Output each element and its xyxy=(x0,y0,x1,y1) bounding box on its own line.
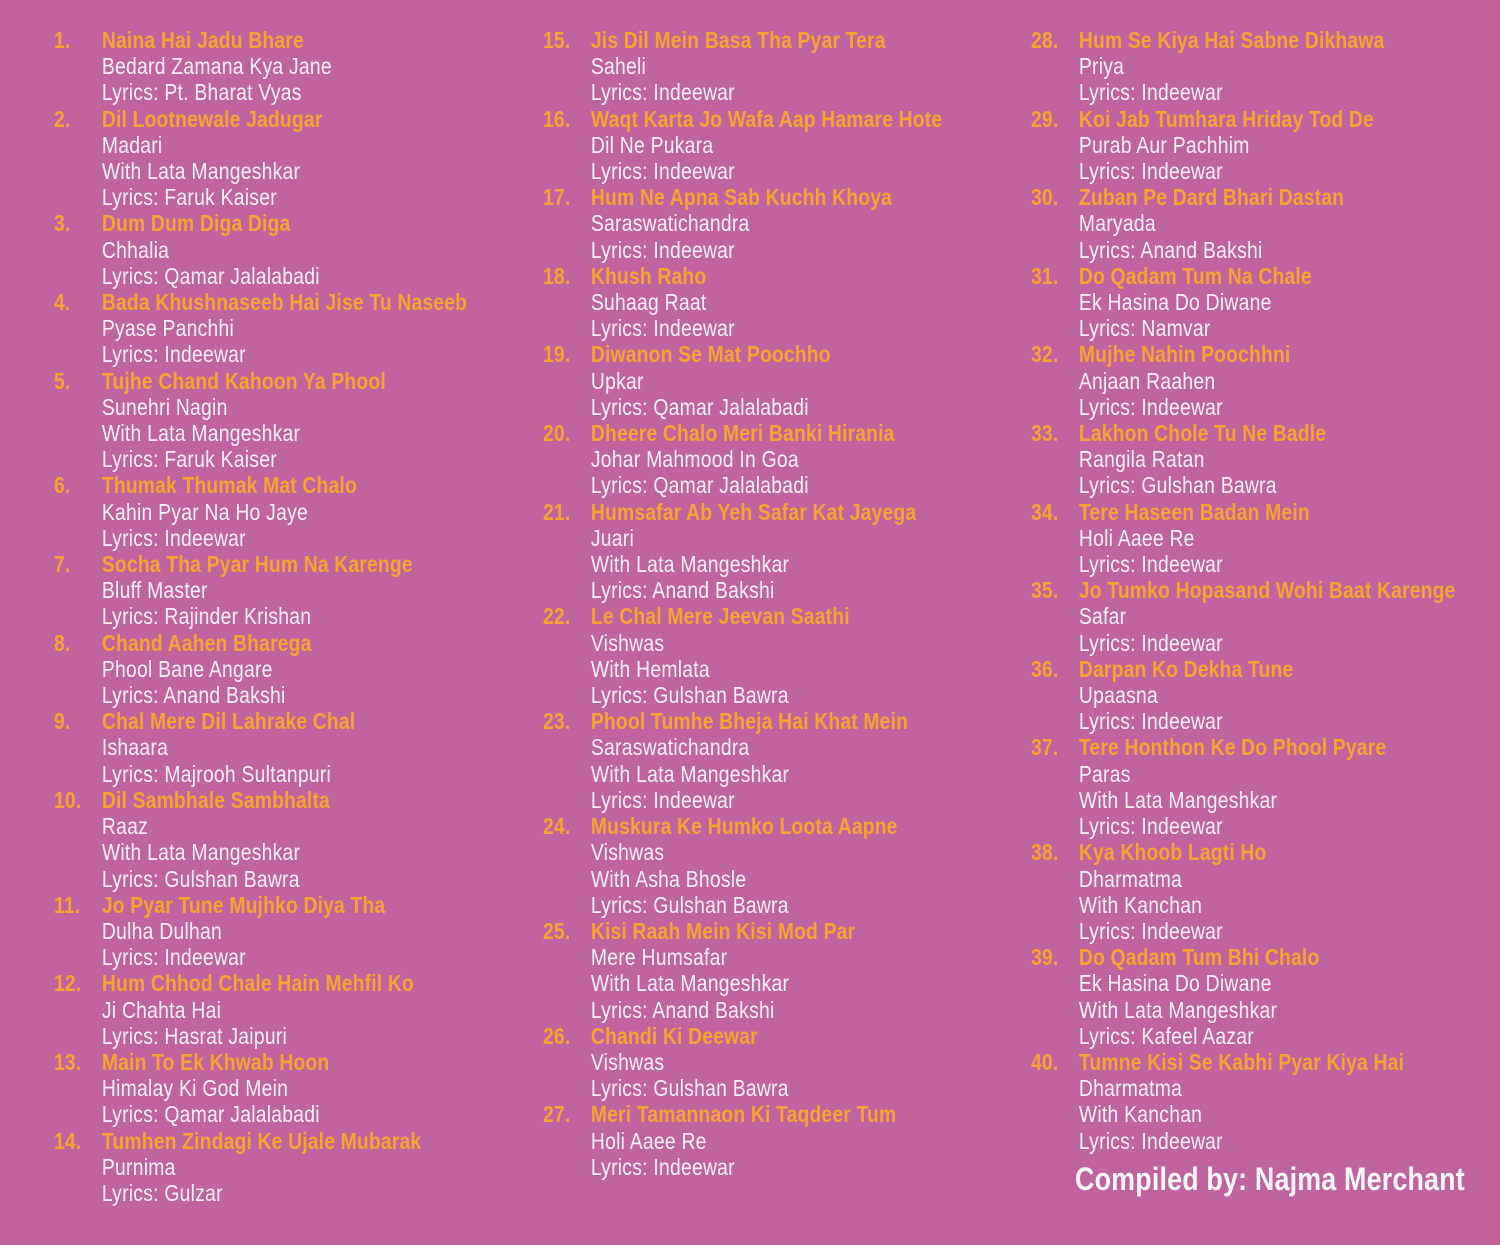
track-title: Tumne Kisi Se Kabhi Pyar Kiya Hai xyxy=(1078,1048,1405,1075)
track-number: 23. xyxy=(543,708,571,735)
track-title: Zuban Pe Dard Bhari Dastan xyxy=(1078,184,1345,211)
track-detail-line: Lyrics: Indeewar xyxy=(590,236,735,263)
track-number: 31. xyxy=(1031,262,1059,289)
track-entry xyxy=(543,708,942,813)
track-number: 6. xyxy=(54,472,71,499)
track-entry xyxy=(543,263,942,342)
track-entry xyxy=(543,27,942,106)
track-entry xyxy=(1031,1049,1455,1154)
track-entry xyxy=(1031,420,1455,499)
track-title: Lakhon Chole Tu Ne Badle xyxy=(1078,420,1327,447)
track-detail-line: Lyrics: Indeewar xyxy=(1078,551,1223,578)
track-entry xyxy=(543,1023,942,1102)
track-entry xyxy=(1031,577,1455,656)
track-detail-line: With Lata Mangeshkar xyxy=(590,970,790,997)
track-detail-line: Lyrics: Indeewar xyxy=(1078,708,1223,735)
track-title: Diwanon Se Mat Poochho xyxy=(590,341,831,368)
track-detail-line: Bedard Zamana Kya Jane xyxy=(101,53,332,80)
track-title: Muskura Ke Humko Loota Aapne xyxy=(590,813,898,840)
track-number: 24. xyxy=(543,813,571,840)
track-title: Dil Lootnewale Jadugar xyxy=(101,105,323,132)
track-number: 10. xyxy=(54,786,82,813)
track-entry xyxy=(543,603,942,708)
track-title: Chand Aahen Bharega xyxy=(101,629,312,656)
track-entry xyxy=(54,892,467,971)
track-title: Jo Tumko Hopasand Wohi Baat Karenge xyxy=(1078,577,1456,604)
track-entry xyxy=(1031,499,1455,578)
track-detail-line: Lyrics: Qamar Jalalabadi xyxy=(101,262,320,289)
track-number: 34. xyxy=(1031,498,1059,525)
track-title: Thumak Thumak Mat Chalo xyxy=(101,472,357,499)
track-column-1 xyxy=(54,27,467,1206)
track-title: Jo Pyar Tune Mujhko Diya Tha xyxy=(101,891,386,918)
track-title: Tere Haseen Badan Mein xyxy=(1078,498,1310,525)
track-detail-line: Lyrics: Gulshan Bawra xyxy=(590,682,789,709)
track-entry xyxy=(543,106,942,185)
track-detail-line: With Hemlata xyxy=(590,655,710,682)
track-title: Hum Se Kiya Hai Sabne Dikhawa xyxy=(1078,27,1385,53)
track-number: 8. xyxy=(54,629,71,656)
track-entry xyxy=(543,341,942,420)
track-detail-line: Safar xyxy=(1078,603,1127,630)
track-number: 12. xyxy=(54,970,82,997)
track-number: 19. xyxy=(543,341,571,368)
track-detail-line: With Lata Mangeshkar xyxy=(1078,786,1278,813)
track-number: 17. xyxy=(543,184,571,211)
track-detail-line: Vishwas xyxy=(590,839,665,866)
track-number: 37. xyxy=(1031,734,1059,761)
track-detail-line: Lyrics: Anand Bakshi xyxy=(590,577,775,604)
track-number: 30. xyxy=(1031,184,1059,211)
track-number: 26. xyxy=(543,1022,571,1049)
track-title: Khush Raho xyxy=(590,262,707,289)
track-detail-line: Lyrics: Indeewar xyxy=(1078,917,1223,944)
track-entry xyxy=(54,708,467,787)
track-entry xyxy=(1031,656,1455,735)
track-column-3 xyxy=(1031,27,1455,1154)
track-entry xyxy=(543,1101,942,1180)
track-title: Bada Khushnaseeb Hai Jise Tu Naseeb xyxy=(101,289,468,316)
track-number: 27. xyxy=(543,1101,571,1128)
track-title: Main To Ek Khwab Hoon xyxy=(101,1048,330,1075)
track-detail-line: Mere Humsafar xyxy=(590,944,728,971)
track-entry xyxy=(54,106,467,211)
track-entry xyxy=(54,210,467,289)
track-detail-line: Lyrics: Gulzar xyxy=(101,1179,223,1206)
track-number: 14. xyxy=(54,1127,82,1154)
track-title: Kisi Raah Mein Kisi Mod Par xyxy=(590,917,856,944)
track-detail-line: Lyrics: Gulshan Bawra xyxy=(590,891,789,918)
track-entry xyxy=(543,499,942,604)
track-number: 39. xyxy=(1031,944,1059,971)
track-number: 20. xyxy=(543,420,571,447)
track-detail-line: Priya xyxy=(1078,53,1125,80)
track-detail-line: With Lata Mangeshkar xyxy=(101,420,301,447)
track-detail-line: Lyrics: Indeewar xyxy=(590,786,735,813)
track-number: 3. xyxy=(54,210,71,237)
track-detail-line: Pyase Panchhi xyxy=(101,315,235,342)
track-detail-line: Lyrics: Gulshan Bawra xyxy=(590,1075,789,1102)
track-detail-line: Lyrics: Indeewar xyxy=(590,315,735,342)
track-title: Jis Dil Mein Basa Tha Pyar Tera xyxy=(590,27,886,53)
track-detail-line: Kahin Pyar Na Ho Jaye xyxy=(101,498,308,525)
track-entry xyxy=(54,787,467,892)
track-title: Meri Tamannaon Ki Taqdeer Tum xyxy=(590,1101,897,1128)
track-entry xyxy=(543,918,942,1023)
track-detail-line: Lyrics: Indeewar xyxy=(1078,629,1223,656)
track-number: 33. xyxy=(1031,420,1059,447)
track-detail-line: With Kanchan xyxy=(1078,891,1203,918)
track-number: 13. xyxy=(54,1048,82,1075)
track-detail-line: Dharmatma xyxy=(1078,1075,1183,1102)
track-number: 7. xyxy=(54,551,71,578)
track-number: 15. xyxy=(543,27,571,53)
track-title: Naina Hai Jadu Bhare xyxy=(101,27,304,53)
track-column-2 xyxy=(543,27,942,1180)
track-title: Tujhe Chand Kahoon Ya Phool xyxy=(101,367,386,394)
track-entry xyxy=(54,970,467,1049)
track-title: Socha Tha Pyar Hum Na Karenge xyxy=(101,551,413,578)
track-detail-line: Lyrics: Anand Bakshi xyxy=(101,682,286,709)
track-entry xyxy=(1031,839,1455,944)
track-detail-line: Upkar xyxy=(590,367,644,394)
track-detail-line: Lyrics: Indeewar xyxy=(1078,1127,1223,1154)
track-detail-line: Anjaan Raahen xyxy=(1078,367,1216,394)
track-title: Le Chal Mere Jeevan Saathi xyxy=(590,603,850,630)
track-number: 40. xyxy=(1031,1048,1059,1075)
track-title: Dheere Chalo Meri Banki Hirania xyxy=(590,420,895,447)
track-number: 32. xyxy=(1031,341,1059,368)
track-title: Phool Tumhe Bheja Hai Khat Mein xyxy=(590,708,909,735)
track-number: 38. xyxy=(1031,839,1059,866)
track-title: Tumhen Zindagi Ke Ujale Mubarak xyxy=(101,1127,422,1154)
track-number: 35. xyxy=(1031,577,1059,604)
track-entry xyxy=(543,420,942,499)
track-detail-line: Chhalia xyxy=(101,236,170,263)
track-detail-line: Lyrics: Rajinder Krishan xyxy=(101,603,312,630)
track-detail-line: Lyrics: Namvar xyxy=(1078,315,1211,342)
track-number: 9. xyxy=(54,708,71,735)
track-detail-line: Lyrics: Anand Bakshi xyxy=(590,996,775,1023)
track-number: 2. xyxy=(54,105,71,132)
track-entry xyxy=(54,1049,467,1128)
track-detail-line: Phool Bane Angare xyxy=(101,655,273,682)
track-number: 36. xyxy=(1031,655,1059,682)
track-entry xyxy=(54,289,467,368)
track-detail-line: Lyrics: Qamar Jalalabadi xyxy=(590,472,809,499)
track-detail-line: Ishaara xyxy=(101,734,169,761)
track-entry xyxy=(543,813,942,918)
track-title: Dum Dum Diga Diga xyxy=(101,210,291,237)
track-detail-line: Dulha Dulhan xyxy=(101,917,222,944)
track-detail-line: Vishwas xyxy=(590,629,665,656)
track-number: 21. xyxy=(543,498,571,525)
track-number: 16. xyxy=(543,105,571,132)
track-detail-line: Dil Ne Pukara xyxy=(590,131,714,158)
track-detail-line: Purnima xyxy=(101,1153,176,1180)
track-entry xyxy=(1031,106,1455,185)
track-detail-line: With Lata Mangeshkar xyxy=(101,158,301,185)
track-detail-line: Lyrics: Indeewar xyxy=(101,524,246,551)
track-title: Chandi Ki Deewar xyxy=(590,1022,758,1049)
track-detail-line: Lyrics: Faruk Kaiser xyxy=(101,184,277,211)
track-detail-line: Lyrics: Qamar Jalalabadi xyxy=(101,1101,320,1128)
track-title: Hum Ne Apna Sab Kuchh Khoya xyxy=(590,184,893,211)
compiled-by-credit: Compiled by: Najma Merchant xyxy=(1075,1161,1465,1197)
track-entry xyxy=(1031,27,1455,106)
track-detail-line: Lyrics: Indeewar xyxy=(590,79,735,106)
track-detail-line: Sunehri Nagin xyxy=(101,393,228,420)
track-detail-line: Saheli xyxy=(590,53,647,80)
track-title: Do Qadam Tum Na Chale xyxy=(1078,262,1312,289)
track-detail-line: Holi Aaee Re xyxy=(590,1127,707,1154)
track-title: Tere Honthon Ke Do Phool Pyare xyxy=(1078,734,1387,761)
track-detail-line: Juari xyxy=(590,524,635,551)
track-title: Waqt Karta Jo Wafa Aap Hamare Hote xyxy=(590,105,943,132)
track-title: Humsafar Ab Yeh Safar Kat Jayega xyxy=(590,498,917,525)
track-detail-line: Vishwas xyxy=(590,1048,665,1075)
track-title: Koi Jab Tumhara Hriday Tod De xyxy=(1078,105,1374,132)
track-detail-line: Upaasna xyxy=(1078,682,1158,709)
track-entry xyxy=(1031,341,1455,420)
track-detail-line: Bluff Master xyxy=(101,577,208,604)
track-entry xyxy=(1031,944,1455,1049)
track-entry xyxy=(54,472,467,551)
track-detail-line: Lyrics: Pt. Bharat Vyas xyxy=(101,79,302,106)
track-detail-line: Paras xyxy=(1078,760,1131,787)
track-detail-line: Johar Mahmood In Goa xyxy=(590,446,799,473)
track-detail-line: Lyrics: Anand Bakshi xyxy=(1078,236,1263,263)
track-entry xyxy=(54,27,467,106)
track-detail-line: With Asha Bhosle xyxy=(590,865,747,892)
track-entry xyxy=(1031,263,1455,342)
track-detail-line: Rangila Ratan xyxy=(1078,446,1205,473)
track-detail-line: With Lata Mangeshkar xyxy=(101,839,301,866)
track-detail-line: Lyrics: Indeewar xyxy=(101,944,246,971)
track-detail-line: Ji Chahta Hai xyxy=(101,996,222,1023)
track-detail-line: With Lata Mangeshkar xyxy=(1078,996,1278,1023)
track-detail-line: With Lata Mangeshkar xyxy=(590,551,790,578)
track-title: Hum Chhod Chale Hain Mehfil Ko xyxy=(101,970,414,997)
track-detail-line: Raaz xyxy=(101,813,149,840)
track-detail-line: Saraswatichandra xyxy=(590,734,750,761)
track-detail-line: With Kanchan xyxy=(1078,1101,1203,1128)
track-entry xyxy=(1031,184,1455,263)
track-detail-line: Lyrics: Indeewar xyxy=(590,1153,735,1180)
track-detail-line: Lyrics: Indeewar xyxy=(1078,79,1223,106)
track-detail-line: Holi Aaee Re xyxy=(1078,524,1195,551)
track-detail-line: Suhaag Raat xyxy=(590,289,707,316)
track-title: Darpan Ko Dekha Tune xyxy=(1078,655,1294,682)
track-detail-line: Maryada xyxy=(1078,210,1156,237)
track-entry xyxy=(1031,734,1455,839)
track-detail-line: Lyrics: Qamar Jalalabadi xyxy=(590,393,809,420)
track-detail-line: Lyrics: Kafeel Aazar xyxy=(1078,1022,1254,1049)
track-detail-line: Dharmatma xyxy=(1078,865,1183,892)
track-number: 22. xyxy=(543,603,571,630)
track-detail-line: Lyrics: Hasrat Jaipuri xyxy=(101,1022,288,1049)
track-title: Kya Khoob Lagti Ho xyxy=(1078,839,1267,866)
track-title: Do Qadam Tum Bhi Chalo xyxy=(1078,944,1320,971)
track-detail-line: Madari xyxy=(101,131,163,158)
track-detail-line: Ek Hasina Do Diwane xyxy=(1078,289,1272,316)
track-detail-line: Lyrics: Indeewar xyxy=(101,341,246,368)
track-number: 5. xyxy=(54,367,71,394)
track-number: 18. xyxy=(543,262,571,289)
track-detail-line: Lyrics: Indeewar xyxy=(590,158,735,185)
track-entry xyxy=(54,551,467,630)
track-entry xyxy=(54,368,467,473)
track-detail-line: Lyrics: Majrooh Sultanpuri xyxy=(101,760,332,787)
track-detail-line: Lyrics: Indeewar xyxy=(1078,158,1223,185)
track-entry xyxy=(54,1128,467,1207)
track-detail-line: Purab Aur Pachhim xyxy=(1078,131,1250,158)
track-detail-line: Saraswatichandra xyxy=(590,210,750,237)
track-number: 1. xyxy=(54,27,71,53)
track-detail-line: Ek Hasina Do Diwane xyxy=(1078,970,1272,997)
track-number: 11. xyxy=(54,891,81,918)
track-detail-line: Lyrics: Gulshan Bawra xyxy=(101,865,300,892)
track-number: 25. xyxy=(543,917,571,944)
track-number: 28. xyxy=(1031,27,1059,53)
track-title: Mujhe Nahin Poochhni xyxy=(1078,341,1291,368)
track-detail-line: Lyrics: Gulshan Bawra xyxy=(1078,472,1277,499)
track-entry xyxy=(54,630,467,709)
track-detail-line: Lyrics: Faruk Kaiser xyxy=(101,446,277,473)
track-number: 4. xyxy=(54,289,71,316)
track-title: Chal Mere Dil Lahrake Chal xyxy=(101,708,356,735)
track-number: 29. xyxy=(1031,105,1059,132)
track-detail-line: Lyrics: Indeewar xyxy=(1078,813,1223,840)
track-detail-line: Himalay Ki God Mein xyxy=(101,1075,289,1102)
track-detail-line: Lyrics: Indeewar xyxy=(1078,393,1223,420)
track-title: Dil Sambhale Sambhalta xyxy=(101,786,330,813)
track-detail-line: With Lata Mangeshkar xyxy=(590,760,790,787)
track-entry xyxy=(543,184,942,263)
